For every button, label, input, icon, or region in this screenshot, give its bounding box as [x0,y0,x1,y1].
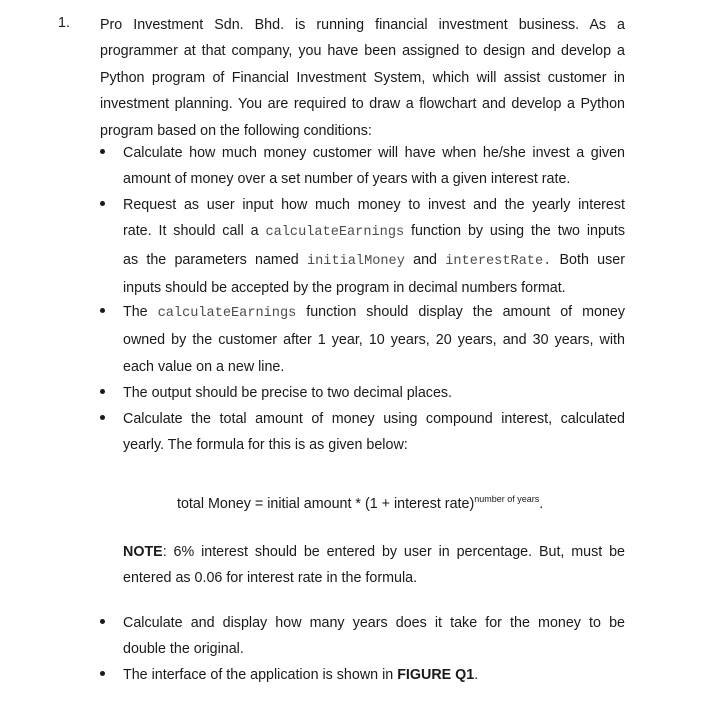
bullet-item [100,406,625,459]
bullet-icon [100,201,105,206]
bullet-line: Calculate the total amount of money using compound interest, calculated [123,411,625,427]
note-label: NOTE [123,544,163,560]
bullet-line: double the original. [123,641,244,658]
bullet-line [123,662,625,688]
bullet-line: amount of money over a set number of years with a given interest rate. [123,171,571,188]
compound-interest-formula [177,488,543,515]
parameter-name-code: initialMoney [306,253,405,269]
bullet-icon [100,389,105,394]
bullet-icon [100,671,105,676]
bullet-icon [100,149,105,154]
formula-base: total Money = initial amount * (1 + interest rate) [177,496,475,512]
parameter-name-code: interestRate. [445,253,552,269]
bullet-line [123,299,625,327]
bullet-line [123,218,625,246]
intro-line: Pro Investment Sdn. Bhd. is running financial investment business. As a [100,17,625,33]
intro-line: program based on the following conditions: [100,122,372,139]
bullet-text: The interface of the application is shown in [123,667,398,683]
bullet-line [123,247,625,275]
intro-line: investment planning. You are required to draw a flowchart and develop a Python [100,96,625,113]
note-line [123,539,625,565]
bullet-line: owned by the customer after 1 year, 10 years, 20 years, and 30 years, with [123,332,625,349]
bullet-text: function should display the amount of money [296,304,625,320]
bullet-line: Calculate how much money customer will have when he/she invest a given [123,145,625,161]
bullet-icon [100,415,105,420]
bullet-line: each value on a new line. [123,358,285,375]
function-name-code: calculateEarnings [157,306,297,321]
bullet-item [100,610,625,663]
note-line: entered as 0.06 for interest rate in the formula. [123,570,418,587]
bullet-icon [100,308,105,313]
bullet-text: as the parameters named [123,251,307,268]
formula-exponent: number of years [474,494,540,504]
bullet-line: Request as user input how much money to invest and the yearly interest [123,197,625,213]
bullet-text: and [404,251,446,268]
question-intro [100,12,625,144]
bullet-item [100,299,625,380]
bullet-item [100,192,625,302]
function-name-code: calculateEarnings [265,225,405,241]
formula-end: . [539,496,544,512]
bullet-text: rate. It should call a [123,223,266,240]
question-number: 1. [58,15,70,31]
intro-line: programmer at that company, you have been assigned to design and develop a [100,43,625,60]
bullet-line: yearly. The formula for this is as given below: [123,437,408,454]
bullet-text: Both user [551,251,625,268]
bullet-icon [100,619,105,624]
bullet-text: function by using the two inputs [404,223,625,240]
note-block [123,539,625,592]
figure-reference: FIGURE Q1 [397,667,475,683]
intro-line: Python program of Financial Investment System, which will assist customer in [100,69,625,86]
bullet-line: inputs should be accepted by the program in decimal numbers format. [123,280,566,297]
bullet-line: The output should be precise to two decimal places. [123,385,453,401]
bullet-item [100,380,625,406]
bullet-text: The [123,304,158,320]
bullet-item [100,662,625,688]
bullet-line: Calculate and display how many years does it take for the money to be [123,615,625,631]
note-text: : 6% interest should be entered by user in percentage. But, must be [162,544,625,560]
bullet-text: . [474,667,479,683]
bullet-item [100,140,625,193]
